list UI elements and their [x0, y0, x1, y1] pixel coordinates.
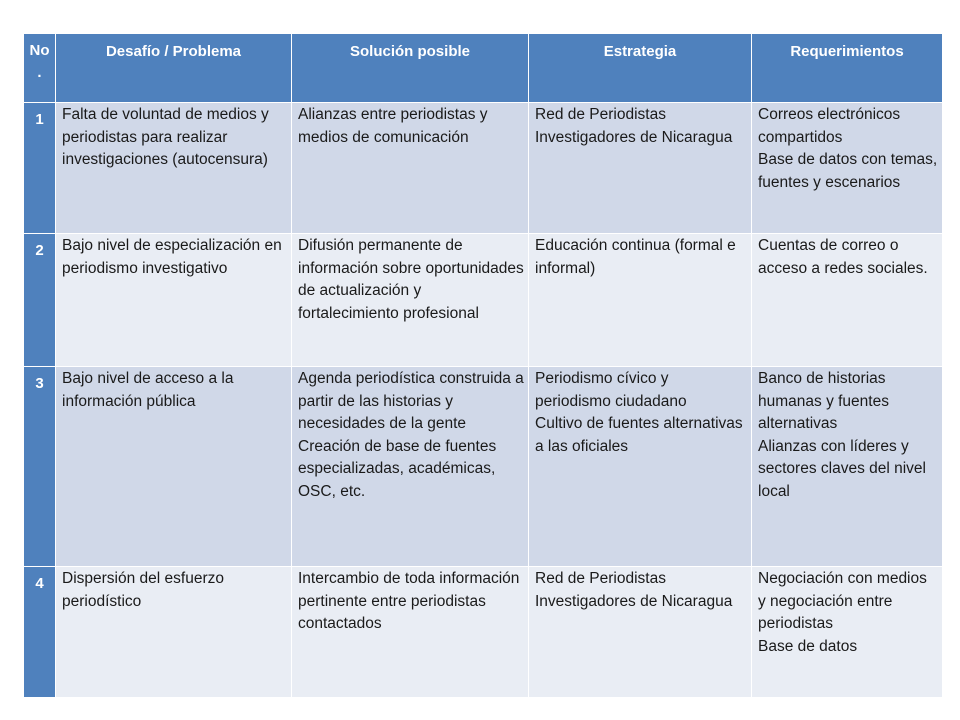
row-number-text: 2	[35, 242, 44, 259]
table-row	[24, 567, 943, 698]
cell-desafio	[56, 234, 292, 367]
row-number	[24, 367, 56, 567]
cell-requerimientos-line: Base de datos	[758, 637, 858, 655]
cell-requerimientos	[752, 567, 943, 698]
cell-estrategia	[529, 234, 752, 367]
header-estrategia	[529, 34, 752, 103]
row-number-text: 4	[35, 575, 44, 592]
cell-estrategia	[529, 367, 752, 567]
cell-solucion	[292, 567, 529, 698]
cell-requerimientos-line: Base de datos con temas, fuentes y escenarios	[758, 151, 938, 191]
cell-estrategia-line: Cultivo de fuentes alternativas a las oficiales	[535, 415, 743, 455]
cell-solucion	[292, 234, 529, 367]
header-desafio-text: Desafío / Problema	[105, 43, 242, 60]
header-no-text: No .	[29, 42, 50, 81]
header-estrategia-text: Estrategia	[603, 43, 677, 60]
header-no	[24, 34, 56, 103]
cell-estrategia	[529, 103, 752, 234]
cell-estrategia-text: Educación continua (formal e informal)	[535, 237, 736, 277]
header-requerimientos-text: Requerimientos	[790, 43, 904, 60]
cell-desafio	[56, 103, 292, 234]
cell-requerimientos-line: Correos electrónicos compartidos	[758, 106, 901, 146]
cell-desafio-text: Falta de voluntad de medios y periodistas para realizar investigaciones (autocensura)	[62, 106, 269, 168]
header-requerimientos	[752, 34, 943, 103]
header-solucion-text: Solución posible	[349, 43, 470, 60]
header-desafio	[56, 34, 292, 103]
table-row	[24, 103, 943, 234]
cell-requerimientos-line: Alianzas con líderes y sectores claves del nivel local	[758, 437, 926, 500]
cell-requerimientos-line: Cuentas de correo o acceso a redes sociales.	[758, 237, 928, 277]
cell-solucion-text: Alianzas entre periodistas y medios de comunicación	[298, 106, 488, 146]
table-row	[24, 234, 943, 367]
cell-requerimientos-line: Negociación con medios y negociación entre periodistas	[758, 570, 927, 632]
cell-desafio	[56, 367, 292, 567]
cell-solucion-text: Intercambio de toda información pertinente entre periodistas contactados	[298, 570, 520, 632]
row-number-text: 3	[35, 375, 44, 392]
row-number	[24, 234, 56, 367]
cell-estrategia-text: Red de Periodistas Investigadores de Nicaragua	[535, 570, 733, 610]
cell-solucion	[292, 103, 529, 234]
cell-solucion-line: Agenda periodística construida a partir de las historias y necesidades de la gente	[298, 370, 524, 432]
row-number	[24, 103, 56, 234]
row-number	[24, 567, 56, 698]
cell-requerimientos	[752, 103, 943, 234]
cell-requerimientos	[752, 234, 943, 367]
header-solucion	[292, 34, 529, 103]
challenges-table	[23, 33, 943, 698]
cell-desafio-text: Dispersión del esfuerzo periodístico	[62, 570, 224, 610]
cell-desafio-text: Bajo nivel de acceso a la información pública	[62, 370, 234, 410]
cell-requerimientos-line: Banco de historias humanas y fuentes alternativas	[758, 370, 889, 432]
cell-desafio-text: Bajo nivel de especialización en periodismo investigativo	[62, 237, 282, 277]
header-row	[24, 34, 943, 103]
cell-solucion-text: Difusión permanente de información sobre oportunidades de actualización y fortalecimiento profesional	[298, 237, 524, 322]
cell-desafio	[56, 567, 292, 698]
cell-solucion	[292, 367, 529, 567]
cell-requerimientos	[752, 367, 943, 567]
cell-estrategia	[529, 567, 752, 698]
table-row	[24, 367, 943, 567]
cell-estrategia-line: Periodismo cívico y periodismo ciudadano	[535, 370, 687, 410]
cell-solucion-line: Creación de base de fuentes especializadas, académicas, OSC, etc.	[298, 437, 497, 500]
cell-estrategia-text: Red de Periodistas Investigadores de Nicaragua	[535, 106, 733, 146]
row-number-text: 1	[35, 111, 44, 128]
